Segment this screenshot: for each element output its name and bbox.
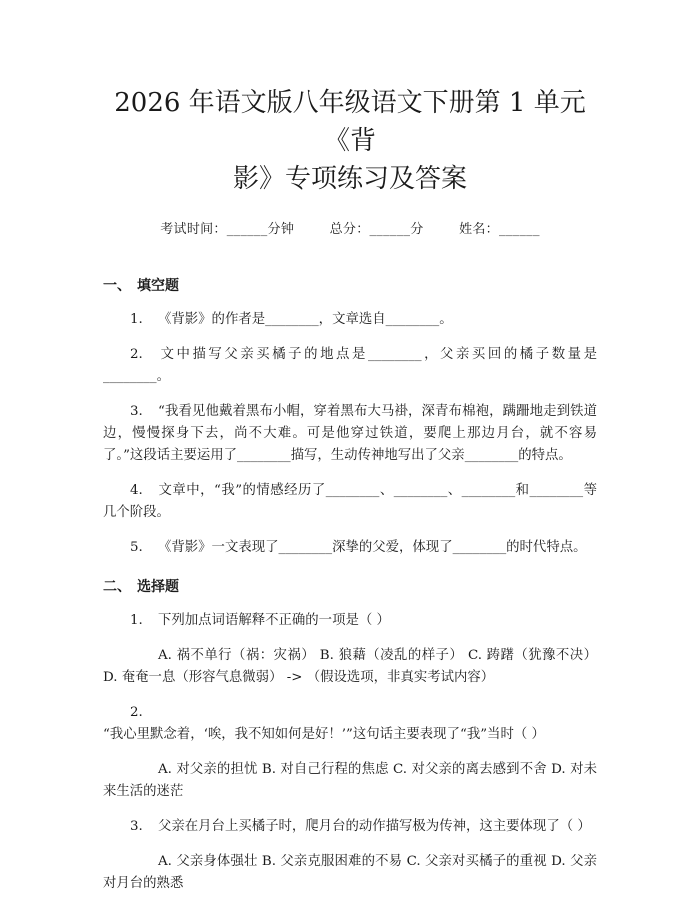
title-line-2: 影》专项练习及答案 bbox=[232, 164, 467, 194]
exam-time: 考试时间：______分钟 bbox=[160, 222, 295, 237]
question-text: 《背影》一文表现了________深挚的父爱，体现了________的时代特点。 bbox=[158, 540, 587, 555]
question-number: 1. bbox=[130, 613, 143, 628]
question-number: 5. bbox=[130, 540, 143, 555]
question-text: 父亲在月台上买橘子时，爬月台的动作描写极为传神，这主要体现了（ ） bbox=[158, 819, 591, 834]
question-number: 4. bbox=[130, 483, 143, 498]
question bbox=[103, 537, 597, 559]
question-number: 3. bbox=[130, 404, 143, 419]
question bbox=[103, 344, 597, 388]
section-heading bbox=[103, 276, 597, 296]
question-text: “我心里默念着，‘唉，我不知如何是好！’”这句话主要表现了“我”当时（ ） bbox=[103, 727, 545, 742]
document-title bbox=[103, 84, 597, 198]
title-line-1: 2026 年语文版八年级语文下册第 1 单元《背 bbox=[114, 88, 586, 156]
section-title: 选择题 bbox=[137, 579, 179, 595]
question bbox=[103, 610, 597, 632]
question-text: 下列加点词语解释不正确的一项是（ ） bbox=[158, 613, 390, 628]
question-number: 2. bbox=[130, 705, 143, 720]
section-number: 一、 bbox=[103, 278, 131, 294]
question-text: 文章中，“我”的情感经历了________、________、________和________等几个阶段。 bbox=[103, 483, 597, 520]
question-number: 1. bbox=[130, 312, 143, 327]
exam-meta bbox=[103, 220, 597, 240]
section-number: 二、 bbox=[103, 579, 131, 595]
question-options: A. 父亲身体强壮 B. 父亲克服困难的不易 C. 父亲对买橘子的重视 D. 父亲对月台的熟悉 bbox=[103, 854, 597, 891]
question bbox=[103, 702, 597, 746]
question-number: 2. bbox=[130, 347, 143, 362]
question-number: 3. bbox=[130, 819, 143, 834]
question-options: A. 对父亲的担忧 B. 对自己行程的焦虑 C. 对父亲的离去感到不舍 D. 对未来生活的迷茫 bbox=[103, 762, 597, 799]
question-text: 《背影》的作者是________，文章选自________。 bbox=[158, 312, 453, 327]
section-heading bbox=[103, 577, 597, 597]
student-name: 姓名：______ bbox=[459, 222, 540, 237]
question-text: 文中描写父亲买橘子的地点是________，父亲买回的橘子数量是________。 bbox=[103, 347, 597, 384]
question-options: A. 祸不单行（祸：灾祸） B. 狼藉（凌乱的样子） C. 踌躇（犹豫不决） D. 奄奄一息（形容气息微弱） -> （假设选项，非真实考试内容） bbox=[103, 648, 597, 685]
question-text: “我看见他戴着黑布小帽，穿着黑布大马褂，深青布棉袍，蹒跚地走到铁道边，慢慢探身下去，尚不大难。可是他穿过铁道，要爬上那边月台，就不容易了。”这段话主要运用了________描写，生动传神地写出了父亲________的特点。 bbox=[103, 404, 597, 463]
exam-score: 总分：______分 bbox=[329, 222, 424, 237]
question bbox=[103, 309, 597, 331]
question bbox=[103, 401, 597, 467]
question bbox=[103, 816, 597, 838]
question bbox=[103, 480, 597, 524]
section-title: 填空题 bbox=[137, 278, 179, 294]
